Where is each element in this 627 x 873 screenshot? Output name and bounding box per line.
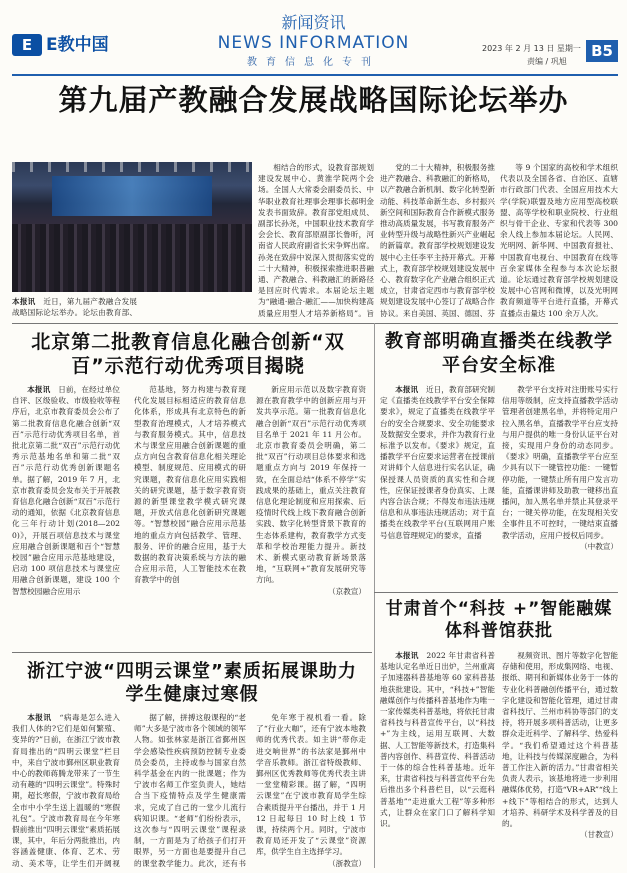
column-divider: [374, 323, 375, 868]
article4-column-3-text: 免年寒于视机看一看。除了“行业大咖”，还有宁波本地教师的优秀代表。如主讲“带你走进交响世界”的书法家是鄞州中学音乐教师。浙江省特级教师、鄞州区优秀教师等优秀代表主讲一堂堂精彩课。据了解，“四明云课堂”在宁波市教育局学生综合素质提升平台播出，并于 1 月 12 日起每日 10 时上线 1 节课，持续两个月。同时，宁波市教育局还开发了“云课堂”资源库，供学生自主选择学习。: [256, 713, 366, 857]
caption-lead: 本报讯: [12, 297, 36, 306]
stage-screen: [52, 176, 212, 216]
article3-signature: （中教宣）: [580, 541, 618, 551]
article4-lead: 本报讯: [27, 713, 52, 722]
section-title: 新闻资讯: [281, 13, 346, 32]
section-divider-3: [374, 592, 618, 593]
article4-headline: 浙江宁波“四明云课堂”素质拓展课助力学生健康过寒假: [27, 661, 357, 705]
article4-column-2: 据了解，拼搏这般课程的“老师”大多是宁波市各个领域的领军人物。如张林家是浙江省鄞州医学会感染性疾病预防控制专业委员会委员，主持或参与国家自然科学基金在内的一批课题；作为宁波市名师工作室负责人，她结合当下疫情特点及学生健康需求，完成了自己的一堂少儿流行病知识课。“老师”们纷纷表示，这次参与“四明云课堂”课程录制，一方面是为了给孩子们打开眼界，另一方面也是要提升自己的课堂教学能力。此次，还有书: [134, 713, 246, 868]
audience-front: [12, 224, 252, 292]
main-headline: 第九届产教融合发展战略国际论坛举办: [58, 83, 569, 117]
article5-column-2: [502, 650, 618, 868]
article3-column-1-text: 近日，教育部研究制定《直播类在线教学平台安全保障要求》，规定了直播类在线教学平台的安全合规要求、安全功能要求及数据安全要求，并作为教育行业标准予以发布。《要求》规定，直播教学平台应要求运营者在授课前对讲师个人信息进行实名认证，确保授课人员资质的真实性和合规性，应保证授课者身份真实、上课内容合法合规；不得发布违法违规信息和从事违法违规活动；对于直播类在线教学平台(互联网用户账号信息管理规定)的要求，直播: [380, 385, 495, 540]
article2-column-3: [256, 384, 366, 646]
logo-icon: E: [12, 34, 42, 56]
issue-date: 2023 年 2 月 13 日 星期一: [482, 44, 581, 53]
article5-lead: 本报讯: [395, 651, 419, 660]
forum-photo: [12, 162, 252, 292]
page-number-badge: B5: [586, 40, 618, 62]
article2-column-2: 范基地，努力构建与教育现代化发展目标相适应的教育信息化体系，形成具有北京特色的新型教育治理模式，人才培养模式与教育服务模式。其中，信息技术与课堂应用融合创新课题的重点方向包含教育信息化相关理论模型、制度规范、应用模式的研究课题，教育信息化应用实践相关的研究课题，基于数字教育资源的新型课堂教学模式研究课题，开放式信息化创新研究课题等。“智慧校园”融合应用示范基地的重点方向包括教学、管理、服务、评价的融合应用，基于大数据的教育决策系统与方法的融合应用示范，人工智能技术在教育教学中的创: [134, 385, 246, 585]
header-divider: [12, 74, 618, 76]
article5-column-1-text: 2022 年甘肃省科普基地认定名单近日出炉，兰州重离子加速器科普基地等 60 家科普基地获批建设。其中，“科技+”智能融媒创作与传播科普基地作为唯一一家传媒类科普基地，将依托甘肃省科技与科普宣传平台，以“科技 +”为主线，运用互联网、大数据、人工智能等新技术，打造集科普内容创作、科普宣传、科普活动于一体的综合性科普基地。近年来，甘肃省科技与科普宣传平台先后推出多个科普栏目，以“云逛科普基地”“走进重大工程”等多种形式，让群众在家门口了解科学知识。: [380, 651, 495, 829]
article1-column-1: 相结合的形式，设教育部规划建设发展中心、黄淮学院两个会场。全国人大常委会副委员长、中华职业教育社理事会理事长郝明金发表书面致辞。教育部党组成员、副部长孙尧，中国职业技术教育学会会长、教育部原副部长鲁昕，河南省人民政府副省长宋争辉出席。孙尧在致辞中说深入贯彻落实党的二十大精神，积极探索推进职普融通、产教融合、科教融汇的新路径是回应时代需求。本届论坛主题为“融通·融合·融汇——加快构建高质量应用型人才培养新格局”。旨: [258, 163, 374, 318]
caption-text: 近日，第九届产教融合发展战略国际论坛举办。论坛由教育部、: [12, 297, 137, 318]
logo-text: E教中国: [46, 35, 109, 55]
article5-column-2-text: 视频资讯、图片等数字化智能存储和使用，形成集网络、电视、报纸、期刊和新媒体业务于一体的专业化科普融创传播平台，通过数字化建设和智能化管理，通过甘肃省科技厅、兰州市科协等部门的支持，将开展多项科普活动，让更多群众走近科学、了解科学、热爱科学。“我们希望通过这个科普基地，让科技与传媒深度融合，为科普工作注入新的活力。”甘肃省相关负责人表示，该基地将进一步利用融媒体优势，打造“VR+AR”“线上+线下”等相结合的形式，达到人才培养、科研学术及科学普及的目的。: [502, 651, 618, 829]
article2-headline: 北京第二批教育信息化融合创新“双百”示范行动优秀项目揭晓: [31, 331, 345, 377]
section-subtitle: NEWS INFORMATION: [217, 33, 410, 53]
article5-signature: （甘教宣）: [580, 830, 618, 840]
article2-column-3-text: 新应用示范以及数字教育资源在教育教学中的创新应用与开发共享示范。第一批教育信息化融合创新“双百”示范行动优秀项目名单于 2021 年 11 月公布。北京市教育委员会明确，第二批“双百”行动项目总体要求和选题重点方向与 2019 年保持一致，在全面总结“体系不停学”实践成果的基础上，重点关注教育信息化理论制度和应用探索、后疫情时代线上线下教育融合创新实践、数字化转型背景下教育的生态体系建构，教育教学方式变革和学校治理能力提升。新技术、新模式驱动教育新场景落地，“互联网+”教育发展研究等方向。: [256, 385, 366, 585]
section-divider-2: [12, 652, 372, 653]
caption-continued: [142, 296, 252, 318]
article1-column-3: [500, 162, 618, 318]
article5-headline: 甘肃首个“科技 +”智能融媒体科普馆获批: [385, 599, 613, 641]
article2-column-1: [12, 384, 120, 646]
section-tagline: 教育信息化专刊: [247, 57, 380, 68]
article3-lead: 本报讯: [395, 385, 419, 394]
article4-column-3: [256, 712, 366, 868]
editor-credit: 责编 / 巩旭: [527, 57, 567, 66]
article2-lead: 本报讯: [27, 385, 51, 394]
article1-column-3-text: 等 9 个国家的高校和学术组织代表以及全国各省、自治区、直辖市行政部门代表、全国应用技术大学(学院)联盟及地方应用型高校联盟、高等学校和职业院校、行业组织与骨干企业、专家和代表等 300 余人线上参加本届论坛。人民网、光明网、新华网、中国教育报社、中国教育电视台、中国教育在线等百余家媒体全程参与本次论坛报道。论坛通过教育部学校规划建设发展中心官网和微博，以及光明网教育频道等平台进行直播，开幕式直播点击量达 100 余万人次。: [500, 163, 618, 318]
article2-signature: （京教宣）: [328, 586, 366, 596]
article4-column-1: [12, 712, 120, 868]
section-divider: [12, 323, 618, 324]
article1-column-2: 党的二十大精神，积极服务推进产教融合、科教融汇的新格局，以产教融合新机制、数字化转型新动能、科技革命新生态、乡村振兴新空间和国际教育合作新模式服务推动高质量发展，书写教育服务产业转型升级与战略性新兴产业崛起的新篇章。教育部学校规划建设发展中心主任李平主持开幕式。开幕式上，教育部学校规划建设发展中心、教育数字化产业融合组织正式成立，甘肃省定西市与教育部学校规划建设发展中心签订了战略合作协议。来自美国、英国、德国、芬: [380, 163, 495, 318]
article3-column-2-text: 教学平台支持对注册账号实行信用等级制，应支持直播教学活动管理者创建黑名单，并将特定用户拉入黑名单，直播教学平台应支持与用户提供的唯一身份认证平台对接，实现用户身份的动态同步。《要求》明确，直播教学平台应至少具有以下一键管控功能：一键暂停功能，一键禁止所有用户发言功能，直播课讲师及助教一键移出直播间，加入黑名单并禁止其登录平台；一键关停功能，在发现相关安全事件且不可控时，一键结束直播教学活动，应用户授权后同步。: [502, 385, 618, 540]
article4-column-1-text: “病毒是怎么进入我们人体的?它们是如何繁殖、变异的?”日前，在浙江宁波市教育局推出的“四明云课堂”栏目中，来自宁波市鄞州区职业教育中心的教师蒋腾龙带来了一节生动有趣的“四明云课堂”。特殊时期，超长寒假，宁波市教育局给全市中小学生送上温暖的“寒假礼包”。宁波市教育局在今年寒假前推出“四明云课堂”素质拓展课，其中，年后分两批推出，内容涵盖健康、体育、艺术、劳动、美术等，让学生们开阔视: [12, 713, 120, 868]
article3-column-1: [380, 384, 495, 586]
photo-caption: [12, 296, 137, 318]
article2-column-1-text: 日前，在经过单位自评、区级验收、市级验收等程序后，北京市教育委员会公布了第二批教育信息化融合创新“双百”示范行动优秀项目名单，首批北京第二批“双百”示范行动优秀示范基地名单和第二批“双百”示范行动优秀创新课题名单。据了解，2019 年 7 月，北京市教育委员会发布关于开展教育信息化融合创新“双百”示范行动的通知，依据《北京教育信息化三年行动计划(2018—2020)》，开展百项信息技术与课堂应用融合创新课题和百个“智慧校园”融合应用示范基地建设，启动 100 项信息技术与课堂应用融合创新课题，建设 100 个智慧校园融合应用示: [12, 385, 120, 596]
article3-headline: 教育部明确直播类在线教学平台安全标准: [385, 331, 613, 376]
ceiling-lights: [12, 162, 252, 172]
article3-column-2: [502, 384, 618, 586]
article5-column-1: [380, 650, 495, 868]
article4-signature: （浙教宣）: [328, 858, 366, 868]
